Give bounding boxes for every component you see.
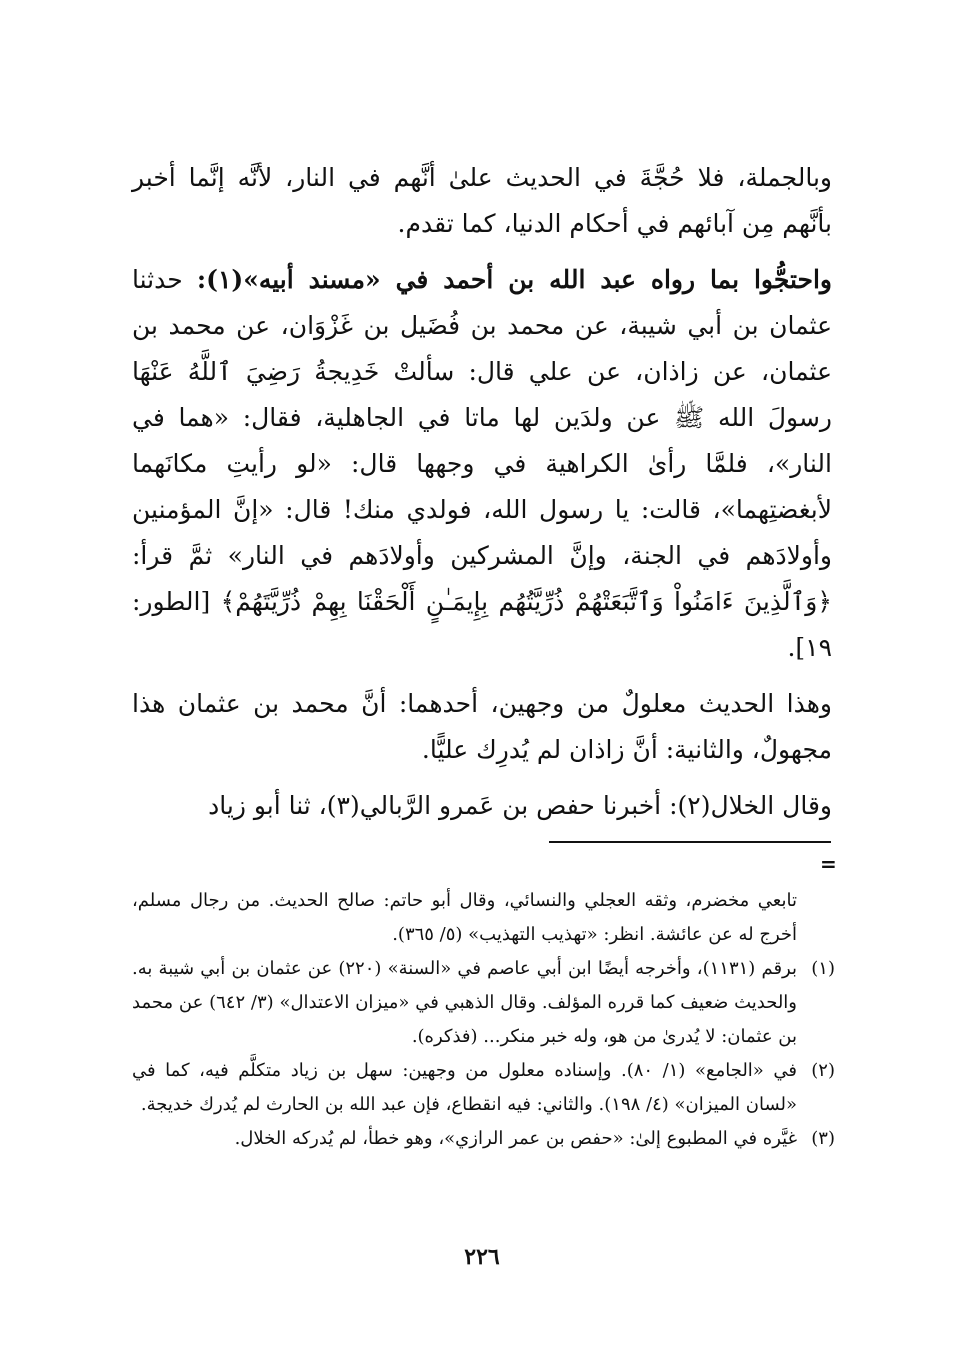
footnote-1: [132, 952, 835, 1054]
footnote-continuation: تابعي مخضرم، وثقه العجلي والنسائي، وقال أبو حاتم: صالح الحديث. من رجال مسلم، أخرج له عن عائشة. انظر: «تهذيب التهذيب» (٥/ ٣٦٥).: [132, 890, 797, 945]
footnote-2-number: (٢): [811, 1060, 835, 1081]
footnote-1-text: برقم (١١٣١)، وأخرجه أيضًا ابن أبي عاصم في «السنة» (٢٢٠) عن عثمان بن أبي شيبة به. والحديث ضعيف كما قرره المؤلف. وقال الذهبي في «ميزان الاعتدال» (٣/ ٦٤٢) عن محمد بن عثمان: لا يُدرىٰ من هو، وله خبر منكر... (فذكره).: [132, 958, 798, 1047]
footnote-2-text: في «الجامع» (١/ ٨٠). وإسناده معلول من وجهين: سهل بن زياد متكلَّم فيه، كما في «لسان الميزان» (٤/ ١٩٨). والثاني: فيه انقطاع، فإن عبد الله بن الحارث لم يُدرك خديجة.: [132, 1060, 797, 1115]
paragraph-1-text: وبالجملة، فلا حُجَّةَ في الحديث علىٰ أنَّهم في النار، لأنَّه إنَّما أخبر بأنَّهم مِن آبائهم في أحكام الدنيا، كما تقدم.: [132, 163, 832, 238]
footnote-3: [132, 1122, 835, 1156]
footnote-1-number: (١): [811, 958, 835, 979]
footnote-continuation-mark: =: [820, 852, 837, 876]
page-number: ٢٢٦: [464, 1244, 500, 1270]
footnotes: [132, 884, 835, 1156]
footnote-3-number: (٣): [811, 1128, 835, 1149]
paragraph-1: [132, 155, 832, 247]
footnote-divider: [549, 841, 831, 843]
paragraph-3: [132, 681, 832, 773]
paragraph-2-lead: واحتجُّوا بما رواه عبد الله بن أحمد في «مسند أبيه»(١):: [196, 265, 832, 294]
paragraph-4: [132, 783, 832, 829]
footnote-2: [132, 1054, 835, 1122]
paragraph-2-text: حدثنا عثمان بن أبي شيبة، عن محمد بن فُضَيل بن غَزْوَان، عن محمد بن عثمان، عن زاذان، عن علي قال: سألتْ خَدِيجةُ رَضِيَ ٱللَّهُ عَنْهَا رسولَ الله ﷺ عن ولدَين لها ماتا في الجاهلية، فقال: «هما في النار»، فلمَّا رأىٰ الكراهية في وجهها قال: «لو رأيتِ مكانَهما لأبغضتِهما»، قالت: يا رسول الله، فولدي منك! قال: «إنَّ المؤمنين وأولادَهم في الجنة، وإنَّ المشركين وأولادَهم في النار» ثمَّ قرأ: ﴿وَٱلَّذِينَ ءَامَنُواْ وَٱتَّبَعَتْهُمْ ذُرِّيَّتُهُم بِإِيمَـٰنٍ أَلْحَقْنَا بِهِمْ ذُرِّيَّتَهُمْ﴾ [الطور: ١٩].: [132, 265, 832, 662]
footnote-3-text: غيَّره في المطبوع إلىٰ: «حفص بن عمر الرازي»، وهو خطأ، لم يُدركه الخلال.: [234, 1128, 797, 1149]
paragraph-2: [132, 257, 832, 671]
paragraph-3-text: وهذا الحديث معلولٌ من وجهين، أحدهما: أنَّ محمد بن عثمان هذا مجهولٌ، والثانية: أنَّ زاذان لم يُدرِك عليًّا.: [132, 689, 832, 764]
main-text: [132, 155, 832, 839]
paragraph-4-text: وقال الخلال(٢): أخبرنا حفص بن عَمرو الرَّبالي(٣)، ثنا أبو زياد: [208, 791, 832, 820]
